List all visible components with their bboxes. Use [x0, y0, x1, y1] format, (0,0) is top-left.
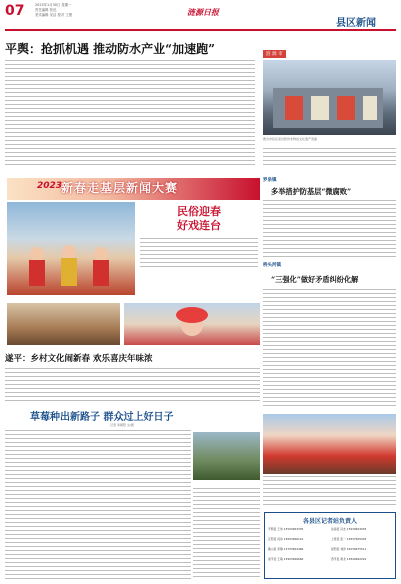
- story4-headline: 遂平：乡村文化闹新春 欢乐喜庆年味浓: [5, 354, 153, 364]
- story2-tag: 罗泉镇: [263, 178, 277, 183]
- festival-photo-1: [7, 202, 135, 295]
- banner-year: 2023: [37, 181, 63, 191]
- feature-quote-line-2: 好戏连台: [177, 219, 221, 232]
- editor-line: 责任编辑 张迅: [35, 8, 57, 12]
- strawberry-farm-photo: [193, 432, 260, 480]
- story5-body-text-2: [193, 488, 260, 580]
- side-body-text: [263, 148, 396, 168]
- contact-row: 遂平县 王敏 13903966666: [268, 557, 304, 561]
- contest-banner: [7, 178, 260, 200]
- feature-quote: [140, 205, 258, 233]
- contact-row: 泌阳县 刘洋 15039675511: [331, 547, 367, 551]
- festival-photo-2: [7, 303, 120, 345]
- bureau-contacts-title: 各县区记者站负责人: [302, 518, 357, 525]
- story2-headline: 多举措护防基层“微腐败”: [271, 187, 352, 196]
- bureau-contacts-box: [264, 512, 396, 579]
- story4-body-text: [5, 368, 260, 402]
- page-header: [0, 0, 401, 34]
- contact-row: 西平县 黄龙 13849662222: [331, 557, 367, 561]
- lead-photo: [263, 60, 396, 135]
- feature-body-text: [140, 238, 258, 268]
- story5-body-text: [5, 430, 191, 580]
- lead-headline: 平舆：抢抓机遇 推动防水产业“加速跑”: [5, 42, 215, 56]
- child-portrait-illustration: [124, 303, 260, 345]
- city-tag: 涟 源 市: [263, 50, 286, 58]
- contact-row: 上蔡县 张一 13837605003: [331, 537, 367, 541]
- factory-illustration: [263, 60, 396, 135]
- lead-photo-caption: 图为市民在某村欣赏非物质文化遗产表演: [263, 137, 318, 141]
- dancers-illustration: [7, 202, 135, 295]
- header-divider: [5, 29, 396, 31]
- story3-tag: 桥头河镇: [263, 263, 281, 268]
- banner-title: 新春走基层新闻大赛: [61, 181, 179, 195]
- section-title: 县区新闻: [336, 18, 376, 29]
- crowd-photo: [263, 414, 396, 474]
- contact-row: 正阳县 何伟 13603966122: [268, 537, 304, 541]
- story5-headline: 草莓种出新路子 群众过上好日子: [30, 412, 174, 423]
- festival-photo-3: [124, 303, 260, 345]
- story3-body-text: [263, 289, 396, 409]
- proof-line: 美术编辑 吴洁 校对 王蕾: [35, 13, 73, 17]
- newspaper-logo: 涟源日报: [187, 8, 219, 17]
- crowd-caption-text: [263, 476, 396, 506]
- story3-headline: “三强化”做好矛盾纠纷化解: [271, 275, 359, 284]
- page-number: 07: [5, 3, 25, 19]
- contact-row: 确山县 李静 13703964466: [268, 547, 304, 551]
- contact-row: 汝南县 冯杰 13939603003: [331, 527, 367, 531]
- story5-byline: 记者 李朝阳 文/图: [110, 423, 134, 427]
- date-line: 2023年1月30日 星期一: [35, 3, 72, 7]
- story2-body-text: [263, 200, 396, 260]
- feature-quote-line-1: 民俗迎春: [177, 205, 221, 218]
- lead-body-text: [5, 60, 255, 168]
- contact-row: 平舆县 王伟 13503963335: [268, 527, 304, 531]
